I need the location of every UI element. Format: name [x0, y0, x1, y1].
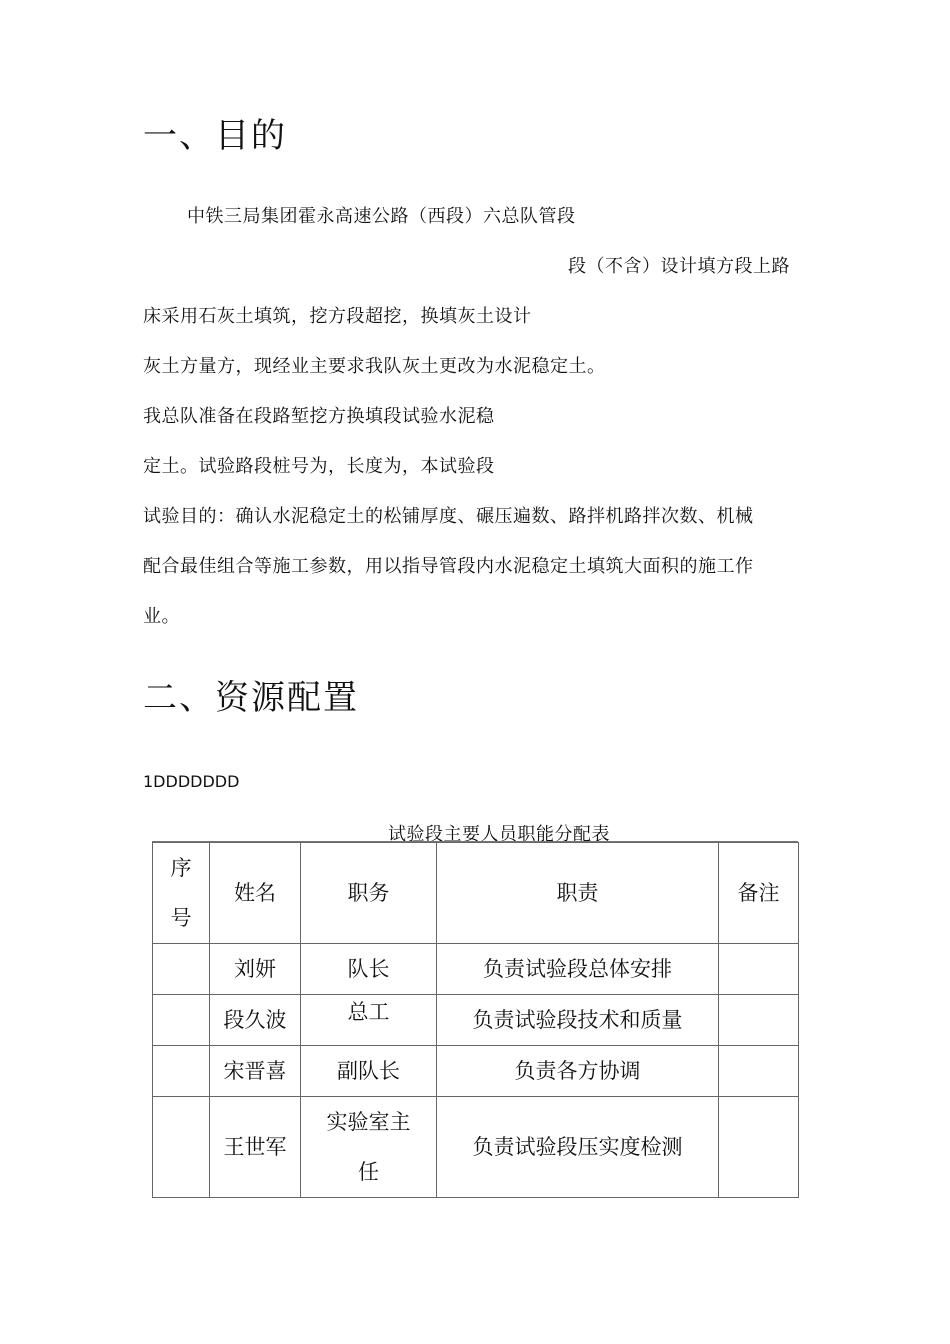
header-duty: 职责: [437, 843, 719, 944]
header-seq: [153, 843, 210, 944]
list-marker-code: 1DDDDDDD: [143, 772, 240, 791]
cell-duty: 负责试验段总体安排: [437, 944, 719, 995]
table-header-row: [153, 843, 799, 944]
header-note: 备注: [719, 843, 799, 944]
cell-seq: [153, 1046, 210, 1097]
cell-position: [301, 1097, 437, 1198]
cell-name: 王世军: [210, 1097, 301, 1198]
staff-duty-table: [152, 842, 799, 1198]
cell-note: [719, 995, 799, 1046]
paragraph-line-7: 试验目的：确认水泥稳定土的松铺厚度、碾压遍数、路拌机路拌次数、机械: [143, 506, 754, 527]
table-row: [153, 944, 799, 995]
section-heading-resources: 二、资源配置: [143, 678, 359, 718]
cell-position: 副队长: [301, 1046, 437, 1097]
cell-duty: 负责试验段技术和质量: [437, 995, 719, 1046]
cell-position: 队长: [301, 944, 437, 995]
header-seq-line2: 号: [170, 906, 192, 930]
cell-position-line2: 任: [358, 1160, 379, 1184]
paragraph-line-2: 段（不含）设计填方段上路: [568, 256, 790, 277]
paragraph-line-4: 灰土方量方，现经业主要求我队灰土更改为水泥稳定土。: [143, 356, 606, 377]
cell-name: 段久波: [210, 995, 301, 1046]
cell-seq: [153, 1097, 210, 1198]
table-caption: 试验段主要人员职能分配表: [388, 824, 610, 845]
cell-duty: 负责各方协调: [437, 1046, 719, 1097]
section-heading-purpose: 一、目的: [143, 116, 287, 156]
cell-name: 宋晋喜: [210, 1046, 301, 1097]
table-row: [153, 1097, 799, 1198]
paragraph-line-1: 中铁三局集团霍永高速公路（西段）六总队管段: [187, 206, 576, 227]
cell-position-line1: 实验室主: [326, 1110, 411, 1134]
header-name: 姓名: [210, 843, 301, 944]
cell-duty: 负责试验段压实度检测: [437, 1097, 719, 1198]
header-seq-line1: 序: [170, 856, 192, 880]
table-row: [153, 1046, 799, 1097]
cell-name: 刘妍: [210, 944, 301, 995]
cell-note: [719, 1097, 799, 1198]
paragraph-line-8: 配合最佳组合等施工参数，用以指导管段内水泥稳定土填筑大面积的施工作: [143, 556, 754, 577]
cell-seq: [153, 995, 210, 1046]
cell-seq: [153, 944, 210, 995]
paragraph-line-3: 床采用石灰土填筑，挖方段超挖，换填灰土设计: [143, 306, 532, 327]
table-row: [153, 995, 799, 1046]
cell-note: [719, 944, 799, 995]
cell-position: 总工: [301, 995, 437, 1046]
cell-note: [719, 1046, 799, 1097]
paragraph-line-5: 我总队准备在段路堑挖方换填段试验水泥稳: [143, 406, 495, 427]
paragraph-line-6: 定土。试验路段桩号为，长度为，本试验段: [143, 456, 495, 477]
header-position: 职务: [301, 843, 437, 944]
paragraph-line-9: 业。: [143, 606, 180, 627]
